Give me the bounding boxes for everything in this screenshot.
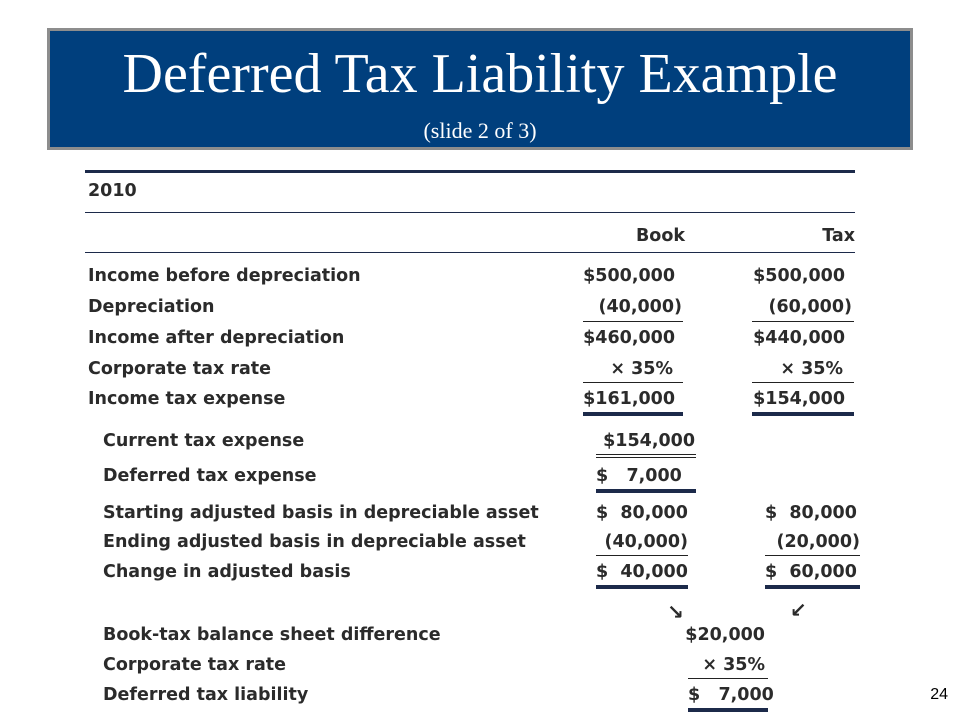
- row-book-value: $500,000: [583, 266, 675, 286]
- underline: [583, 321, 683, 322]
- current-tax-label: Current tax expense: [103, 431, 305, 451]
- row-book-value: × 35%: [610, 359, 673, 379]
- underline: [752, 321, 854, 322]
- basis-book-value: $ 80,000: [596, 503, 688, 523]
- summary-label: Book-tax balance sheet difference: [103, 625, 441, 645]
- underline: [765, 555, 860, 556]
- summary-label: Deferred tax liability: [103, 685, 309, 705]
- double-underline: [688, 708, 768, 712]
- row-tax-value: $440,000: [753, 328, 845, 348]
- title-banner: [47, 28, 913, 150]
- double-underline: [596, 489, 696, 493]
- underline: [596, 555, 688, 556]
- basis-tax-value: $ 60,000: [765, 562, 857, 582]
- basis-label: Ending adjusted basis in depreciable asset: [103, 532, 526, 552]
- year-rule: [85, 212, 855, 213]
- header-book: Book: [635, 226, 685, 246]
- summary-value: × 35%: [702, 655, 765, 675]
- underline: [596, 454, 696, 455]
- row-tax-value: $500,000: [753, 266, 845, 286]
- deferred-tax-value: $ 7,000: [596, 466, 682, 486]
- double-underline: [583, 412, 683, 416]
- double-underline: [752, 412, 854, 416]
- slide-title: Deferred Tax Liability Example: [122, 43, 838, 105]
- row-label: Income tax expense: [88, 389, 286, 409]
- basis-tax-value: (20,000): [776, 532, 860, 552]
- row-label: Income before depreciation: [88, 266, 361, 286]
- slide-subtitle: (slide 2 of 3): [423, 118, 537, 143]
- underline: [583, 382, 683, 383]
- row-book-value: $161,000: [583, 389, 675, 409]
- basis-label: Starting adjusted basis in depreciable asset: [103, 503, 539, 523]
- basis-tax-value: $ 80,000: [765, 503, 857, 523]
- year-label: 2010: [88, 181, 137, 201]
- double-underline: [765, 585, 860, 589]
- page-number: 24: [930, 686, 948, 703]
- underline: [688, 678, 768, 679]
- header-tax: Tax: [822, 226, 855, 246]
- top-rule: [85, 170, 855, 173]
- row-label: Corporate tax rate: [88, 359, 272, 379]
- row-book-value: (40,000): [598, 297, 682, 317]
- basis-book-value: $ 40,000: [596, 562, 688, 582]
- summary-value: $20,000: [685, 625, 765, 645]
- underline: [596, 457, 696, 458]
- basis-label: Change in adjusted basis: [103, 562, 351, 582]
- basis-book-value: (40,000): [604, 532, 688, 552]
- summary-label: Corporate tax rate: [103, 655, 287, 675]
- row-book-value: $460,000: [583, 328, 675, 348]
- summary-value: $ 7,000: [688, 685, 774, 705]
- arrow-down-right-icon: ↘: [667, 600, 684, 624]
- current-tax-value: $154,000: [603, 431, 695, 451]
- arrow-down-left-icon: ↙: [790, 598, 807, 622]
- deferred-tax-label: Deferred tax expense: [103, 466, 317, 486]
- double-underline: [596, 585, 688, 589]
- header-rule: [85, 252, 855, 253]
- row-tax-value: (60,000): [768, 297, 852, 317]
- row-label: Depreciation: [88, 297, 215, 317]
- row-tax-value: $154,000: [753, 389, 845, 409]
- underline: [752, 382, 854, 383]
- row-tax-value: × 35%: [780, 359, 843, 379]
- row-label: Income after depreciation: [88, 328, 345, 348]
